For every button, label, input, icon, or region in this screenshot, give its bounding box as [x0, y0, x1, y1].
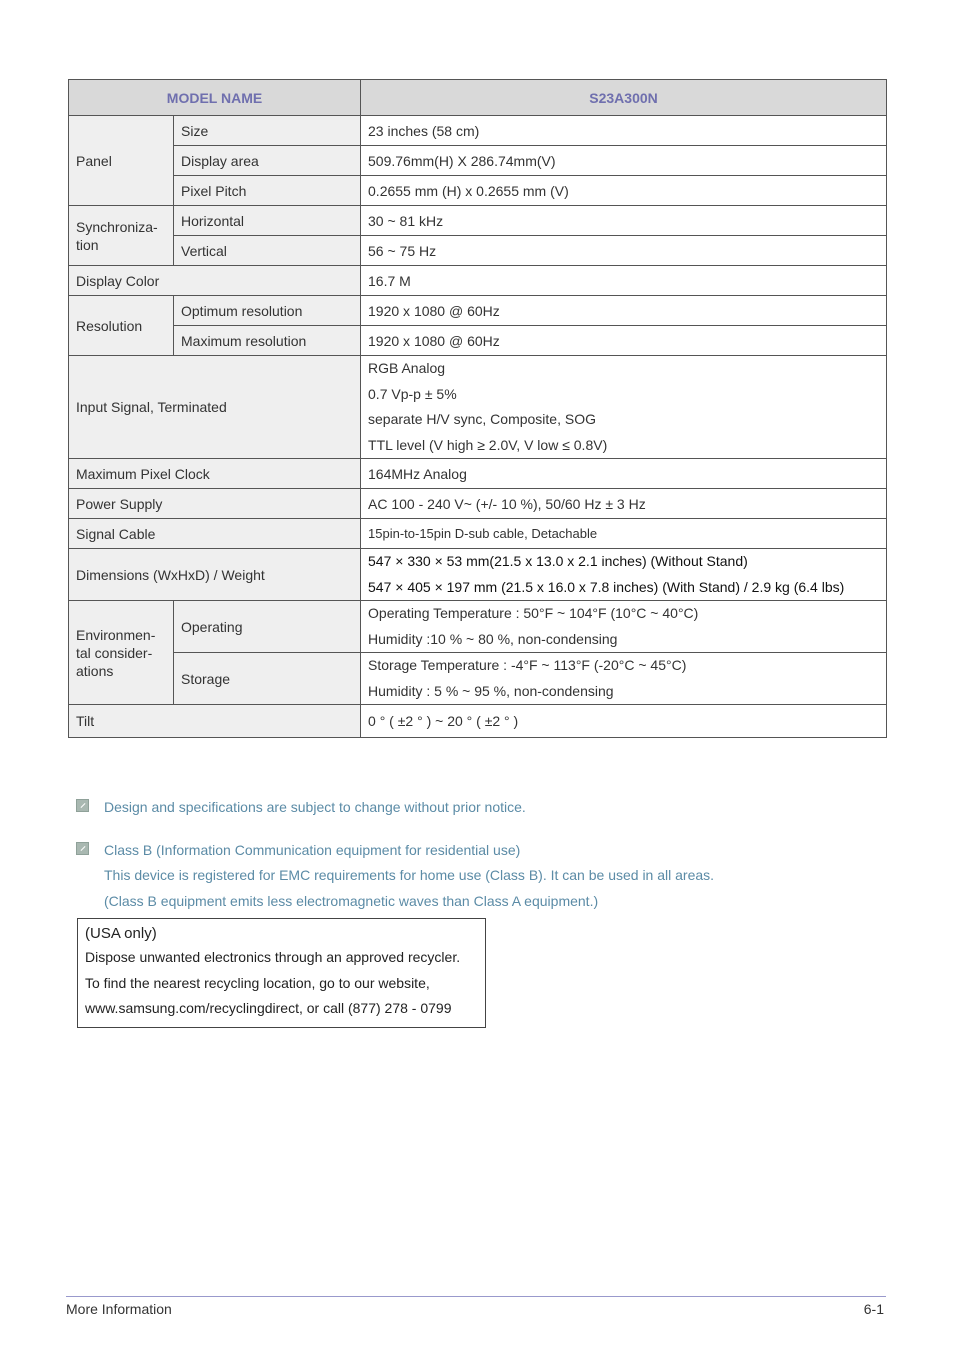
- note-text: Design and specifications are subject to change without prior notice.: [104, 799, 526, 815]
- panel-pitch-label: Pixel Pitch: [174, 176, 361, 206]
- storage-line: Storage Temperature : -4°F ~ 113°F (-20°C ~ 45°C): [368, 657, 687, 673]
- environment-storage-value: [361, 653, 887, 705]
- note-pencil-icon: [76, 842, 89, 855]
- power-supply-label: Power Supply: [69, 489, 361, 519]
- signal-cable-value: 15pin-to-15pin D-sub cable, Detachable: [361, 519, 887, 549]
- panel-size-label: Size: [174, 116, 361, 146]
- usa-box-line: To find the nearest recycling location, go to our website,: [85, 974, 430, 991]
- dimensions-line: 547 × 405 × 197 mm (21.5 x 16.0 x 7.8 inches) (With Stand) / 2.9 kg (6.4 lbs): [368, 578, 845, 595]
- power-supply-value: AC 100 - 240 V~ (+/- 10 %), 50/60 Hz ± 3 Hz: [361, 489, 887, 519]
- storage-line: Humidity : 5 % ~ 95 %, non-condensing: [368, 682, 614, 699]
- footer-section-title: More Information: [66, 1301, 172, 1317]
- dimensions-value: [361, 549, 887, 601]
- note-text: This device is registered for EMC requirements for home use (Class B). It can be used in all areas.: [104, 867, 715, 883]
- resolution-maximum-value: 1920 x 1080 @ 60Hz: [361, 326, 887, 356]
- dimensions-label: Dimensions (WxHxD) / Weight: [69, 549, 361, 601]
- sync-label-line2: tion: [76, 236, 99, 253]
- table-row: [69, 653, 887, 705]
- sync-label: [69, 206, 174, 266]
- note-text: (Class B equipment emits less electromagnetic waves than Class A equipment.): [104, 892, 599, 909]
- panel-label: Panel: [69, 116, 174, 206]
- panel-area-label: Display area: [174, 146, 361, 176]
- table-row: [69, 206, 887, 236]
- table-row: [69, 236, 887, 266]
- sync-vertical-label: Vertical: [174, 236, 361, 266]
- operating-line: Humidity :10 % ~ 80 %, non-condensing: [368, 630, 618, 647]
- footer-page-number: 6-1: [863, 1301, 884, 1317]
- sync-vertical-value: 56 ~ 75 Hz: [361, 236, 887, 266]
- environment-operating-value: [361, 601, 887, 653]
- pixel-clock-label: Maximum Pixel Clock: [69, 459, 361, 489]
- panel-size-value: 23 inches (58 cm): [361, 116, 887, 146]
- table-row: [69, 296, 887, 326]
- signal-cable-label: Signal Cable: [69, 519, 361, 549]
- table-row: [69, 176, 887, 206]
- sync-horizontal-value: 30 ~ 81 kHz: [361, 206, 887, 236]
- pixel-clock-value: 164MHz Analog: [361, 459, 887, 489]
- panel-pitch-value: 0.2655 mm (H) x 0.2655 mm (V): [361, 176, 887, 206]
- resolution-maximum-label: Maximum resolution: [174, 326, 361, 356]
- resolution-optimum-label: Optimum resolution: [174, 296, 361, 326]
- sync-horizontal-label: Horizontal: [174, 206, 361, 236]
- table-row: [69, 146, 887, 176]
- resolution-optimum-value: 1920 x 1080 @ 60Hz: [361, 296, 887, 326]
- environment-label-line2: tal consider-: [76, 644, 153, 661]
- environment-label-line3: ations: [76, 662, 114, 679]
- display-color-label: Display Color: [69, 266, 361, 296]
- table-row: [69, 459, 887, 489]
- table-row: [69, 519, 887, 549]
- table-row: [69, 549, 887, 601]
- table-row: [69, 705, 887, 738]
- sync-label-line1: Synchroniza-: [76, 218, 158, 235]
- display-color-value: 16.7 M: [361, 266, 887, 296]
- note-text: Class B (Information Communication equipment for residential use): [104, 841, 521, 858]
- resolution-label: Resolution: [69, 296, 174, 356]
- table-row: [69, 356, 887, 459]
- table-row: [69, 489, 887, 519]
- note-specs-change: [76, 795, 876, 821]
- usa-recycling-box: [77, 918, 486, 1028]
- environment-label: [69, 601, 174, 705]
- input-signal-line: TTL level (V high ≥ 2.0V, V low ≤ 0.8V): [368, 436, 608, 453]
- usa-box-line: www.samsung.com/recyclingdirect, or call (877) 278 - 0799: [85, 1000, 452, 1016]
- note-pencil-icon: [76, 799, 89, 812]
- panel-area-value: 509.76mm(H) X 286.74mm(V): [361, 146, 887, 176]
- header-model-name: MODEL NAME: [69, 80, 361, 116]
- usa-box-header: (USA only): [85, 925, 157, 942]
- table-header-row: [69, 80, 887, 116]
- footer-divider: [66, 1296, 886, 1297]
- operating-line: Operating Temperature : 50°F ~ 104°F (10°C ~ 40°C): [368, 605, 699, 621]
- input-signal-line: RGB Analog: [368, 360, 446, 376]
- environment-operating-label: Operating: [174, 601, 361, 653]
- tilt-label: Tilt: [69, 705, 361, 738]
- table-row: [69, 601, 887, 653]
- table-row: [69, 266, 887, 296]
- environment-label-line1: Environmen-: [76, 626, 156, 643]
- header-model-value: S23A300N: [361, 80, 887, 116]
- note-class-b: [76, 838, 876, 915]
- tilt-value: 0 ° ( ±2 ° ) ~ 20 ° ( ±2 ° ): [361, 705, 887, 738]
- dimensions-line: 547 × 330 × 53 mm(21.5 x 13.0 x 2.1 inches) (Without Stand): [368, 553, 748, 569]
- input-signal-value: [361, 356, 887, 459]
- usa-box-line: Dispose unwanted electronics through an approved recycler.: [85, 949, 461, 965]
- notes-section: [76, 795, 876, 914]
- table-row: [69, 116, 887, 146]
- input-signal-label: Input Signal, Terminated: [69, 356, 361, 459]
- input-signal-line: 0.7 Vp-p ± 5%: [368, 385, 457, 402]
- table-row: [69, 326, 887, 356]
- input-signal-line: separate H/V sync, Composite, SOG: [368, 411, 596, 427]
- environment-storage-label: Storage: [174, 653, 361, 705]
- spec-table: [68, 79, 887, 738]
